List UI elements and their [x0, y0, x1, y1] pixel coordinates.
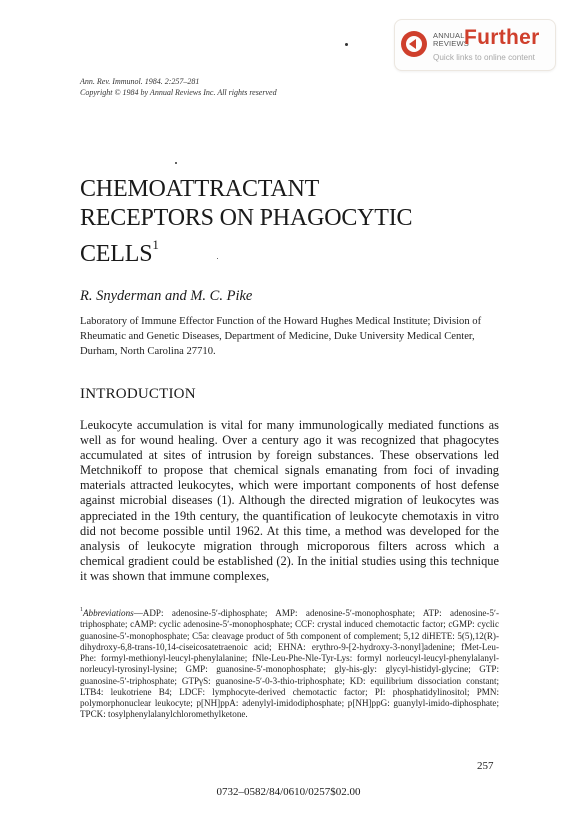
journal-citation-line: Ann. Rev. Immunol. 1984. 2:257–281 [80, 77, 200, 86]
footnote-mark: 1 [80, 607, 83, 613]
badge-subtitle: Quick links to online content [433, 53, 535, 62]
title-footnote-mark: 1 [152, 237, 159, 252]
article-authors: R. Snyderman and M. C. Pike [80, 288, 253, 304]
footnote-label: Abbreviations [83, 608, 134, 619]
annual-reviews-logo-icon [401, 31, 427, 57]
section-heading: INTRODUCTION [80, 386, 196, 402]
footnote-text: —ADP: adenosine-5ʹ-diphosphate; AMP: adenosine-5ʹ-monophosphate; ATP: adenosine-5ʹ-triphosphate; cAMP: cyclic adenosine-5ʹ-monophosphate; CCF: crystal induced chemotactic factor; cGMP: cyclic guanosine-5ʹ-monophosphate; C5a: cleavage product of 5th component of complement; 5,12 diHETE: 5(5),12(R)-dihydroxy-6,8-trans-10,14-ciseicosatetraenoic acid; EHNA: erythro-9-[2-hydroxy-3-nonyl]adenine; fMet-Leu-Phe: formyl-methionyl-leucyl-phenylalanine; fNle-Leu-Phe-Nle-Tyr-Lys: formyl norleucyl-leucyl-phenylalanyl-norleucyl-tyrosinyl-lysine; GMP: guanosine-5ʹ-monophosphate; gly-his-gly: glycyl-histidyl-glycine; GTP: guanosine-5ʹ-triphosphate; GTPγS: guanosine-5ʹ-0-3-thio-triphosphate; KD: equilibrium dissociation constant; LTB4: leukotriene B4; LDCF: lymphocyte-derived chemotactic factor; PI: phosphatidylinositol; PMN: polymorphonuclear leukocyte; p[NH]ppA: adenylyl-imidodiphosphate; p[NH]ppG: guanylyl-imido-diphosphate; TPCK: tosylphenylalanylchloromethylketone. [80, 608, 499, 720]
journal-copyright-line: Copyright © 1984 by Annual Reviews Inc. All rights reserved [80, 87, 277, 97]
page-number: 257 [477, 760, 494, 772]
title-line-2: RECEPTORS ON PHAGOCYTIC [80, 205, 413, 231]
journal-citation [80, 77, 277, 98]
badge-further-label: Further [464, 26, 540, 49]
title-line-3-text: CELLS [80, 241, 153, 267]
title-line-3 [80, 233, 412, 269]
abbreviations-footnote [80, 606, 499, 721]
scan-speck [175, 162, 177, 164]
title-line-1: CHEMOATTRACTANT [80, 176, 320, 202]
issn-line: 0732–0582/84/0610/0257$02.00 [216, 786, 361, 798]
scan-speck [345, 43, 348, 46]
introduction-paragraph: Leukocyte accumulation is vital for many immunologically mediated functions as well as for wound healing. Over a century ago it was recognized that phagocytes accumulated at sites of intrusion by foreign substances. These observations led Metchnikoff to propose that chemical signals emanating from foci of invading materials attracted leukocytes, which were important components of host defense against microbial diseases (1). Although the directed migration of leukocytes was appreciated in the 19th century, the quantification of leukocyte chemotaxis in vitro did not become possible until 1962. At this time, a method was developed for the analysis of leukocyte migration through microporous filters across which a chemical gradient could be established (2). In the initial studies using this technique it was shown that immune complexes, [80, 418, 499, 583]
article-title [80, 175, 412, 269]
annual-reviews-further-badge[interactable] [394, 19, 556, 71]
author-affiliation: Laboratory of Immune Effector Function of the Howard Hughes Medical Institute; Division of Rheumatic and Genetic Diseases, Department of Medicine, Duke University Medical Center, Durham, North Carolina 27710. [80, 316, 482, 357]
badge-annual-reviews-label: ANNUAL REVIEWS [433, 31, 469, 48]
